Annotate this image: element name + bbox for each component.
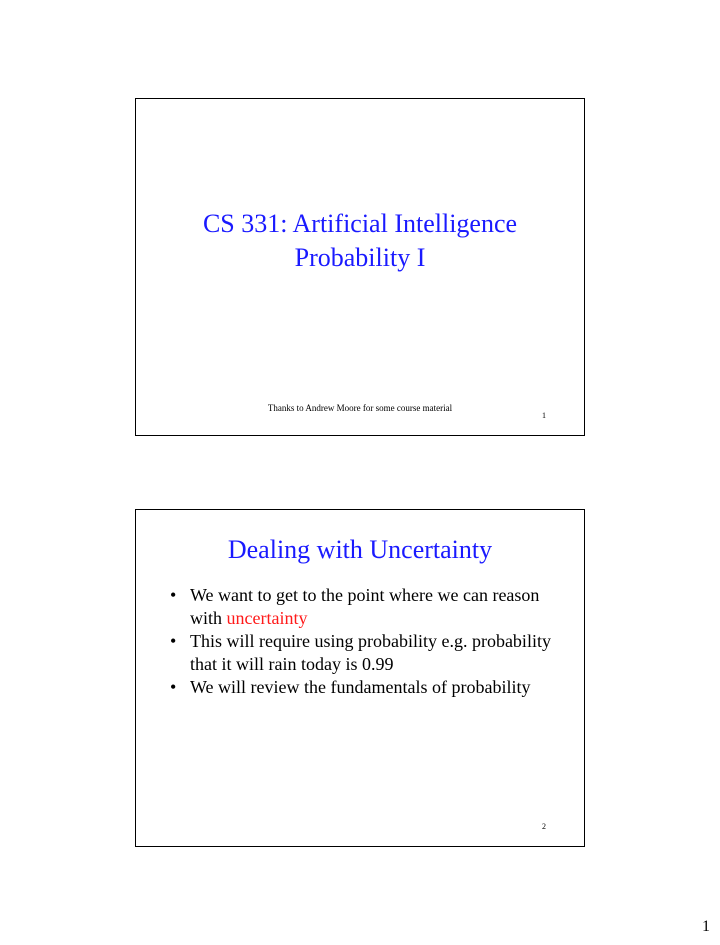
bullet-marker: • bbox=[170, 677, 177, 697]
slide-1-number: 1 bbox=[542, 411, 546, 420]
slide-1-title bbox=[136, 207, 584, 275]
slide-2-number: 2 bbox=[542, 822, 546, 831]
bullet-text: This will require using probability e.g. probability that it will rain today is 0.99 bbox=[190, 631, 551, 674]
slide-2-title: Dealing with Uncertainty bbox=[227, 535, 493, 564]
bullet-text: We want to get to the point where we can reason with bbox=[190, 585, 540, 628]
bullet-text: We will review the fundamentals of probability bbox=[190, 677, 531, 697]
bullet-item bbox=[170, 676, 560, 699]
slide-1-title-line-2: Probability I bbox=[294, 243, 426, 272]
bullet-highlight: uncertainty bbox=[226, 608, 308, 628]
bullet-item bbox=[170, 630, 560, 676]
slide-2 bbox=[135, 509, 585, 847]
slide-1-footer-note: Thanks to Andrew Moore for some course material bbox=[267, 403, 453, 413]
page-number: 1 bbox=[702, 918, 710, 935]
bullet-marker: • bbox=[170, 585, 177, 605]
slide-1-title-line-1: CS 331: Artificial Intelligence bbox=[202, 209, 518, 238]
slide-2-bullet-list bbox=[170, 584, 560, 699]
bullet-marker: • bbox=[170, 631, 177, 651]
slide-1 bbox=[135, 98, 585, 436]
bullet-item bbox=[170, 584, 560, 630]
